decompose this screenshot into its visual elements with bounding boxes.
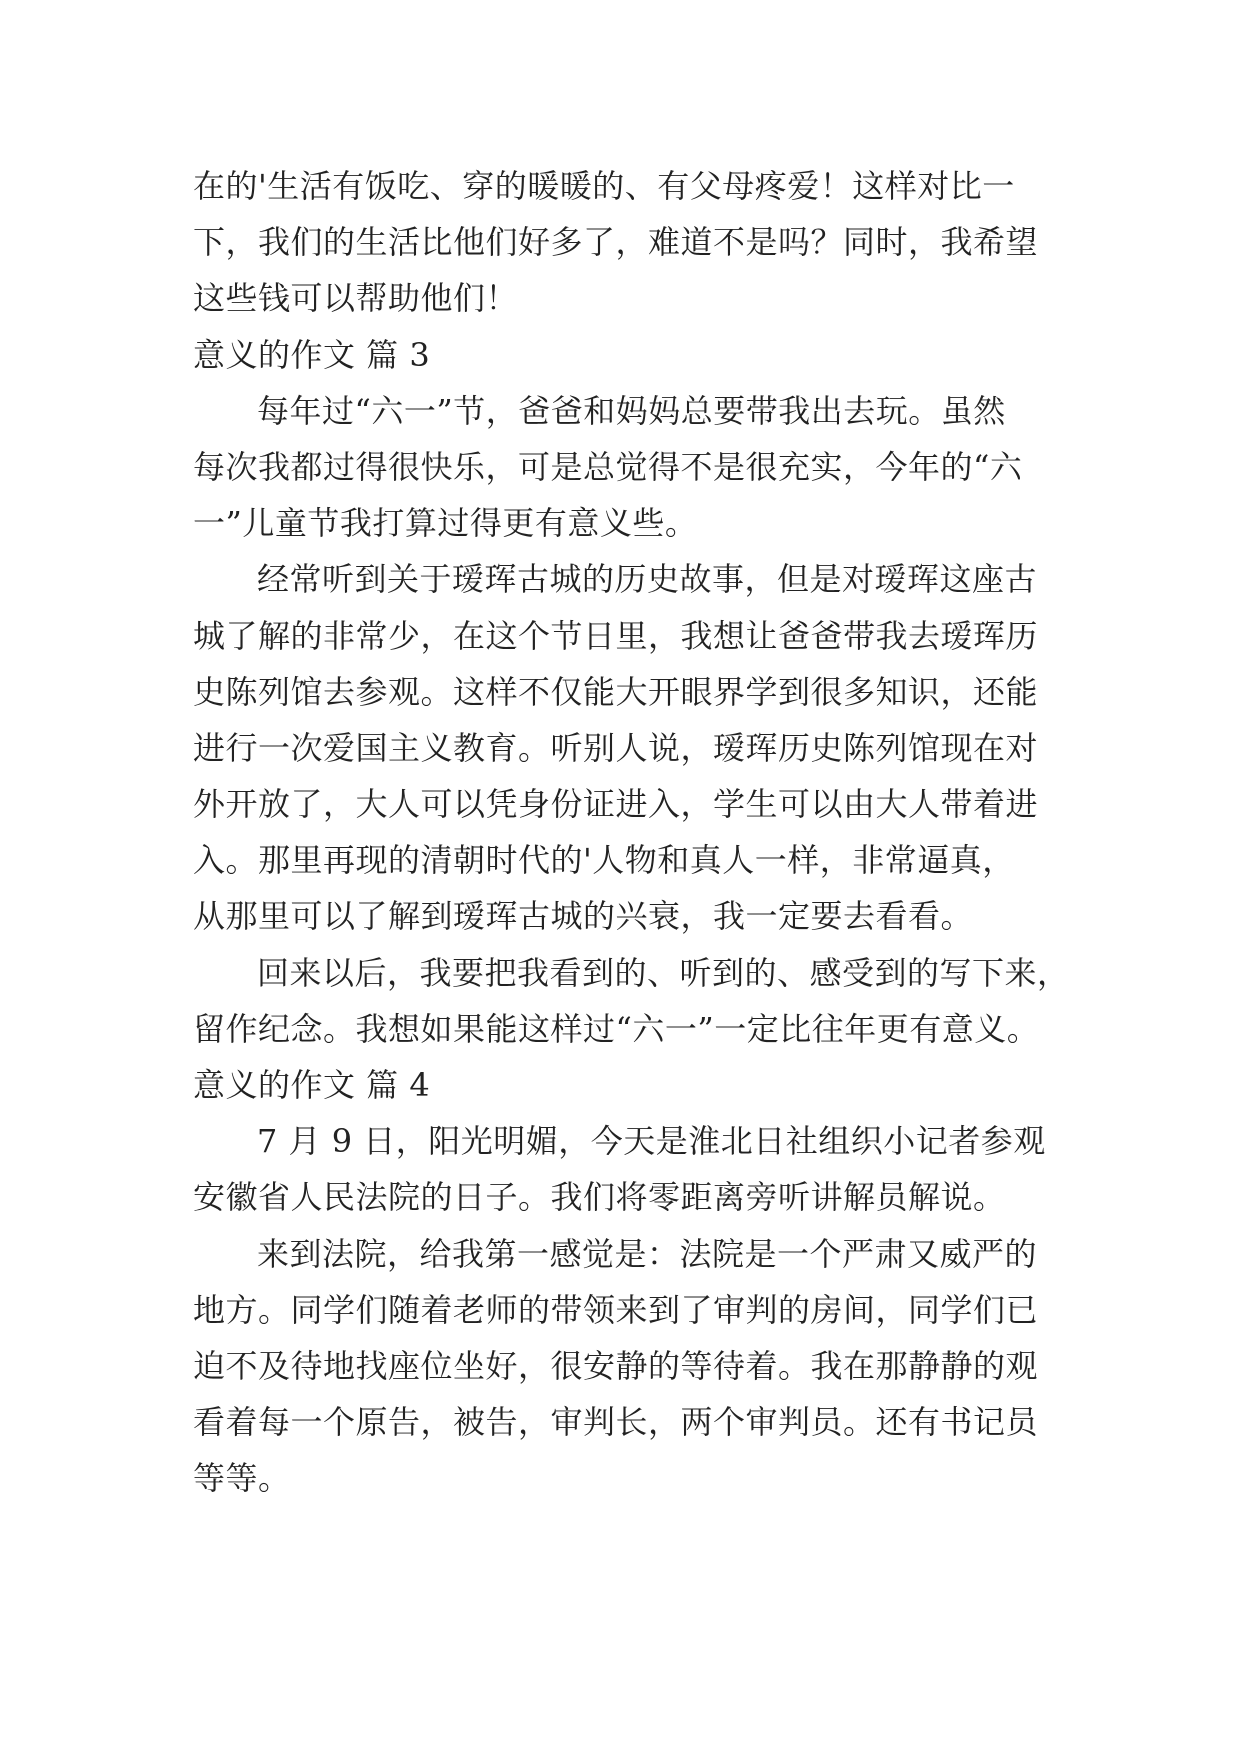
section-heading: 意义的作文 篇 3 xyxy=(193,335,431,374)
text-line: 来到法院，给我第一感觉是：法院是一个严肃又威严的 xyxy=(257,1234,1038,1273)
text-line: 留作纪念。我想如果能这样过“六一”一定比往年更有意义。 xyxy=(193,1009,1040,1048)
text-line: 下，我们的生活比他们好多了，难道不是吗？同时，我希望 xyxy=(193,223,1039,262)
text-line: 7 月 9 日，阳光明媚，今天是淮北日社组织小记者参观 xyxy=(257,1122,1046,1161)
document-page xyxy=(193,158,1070,1507)
text-line: 城了解的非常少，在这个节日里，我想让爸爸带我去瑷珲历 xyxy=(193,616,1039,655)
text-line: 每年过“六一”节，爸爸和妈妈总要带我出去玩。虽然 xyxy=(257,391,1006,430)
text-line: 一”儿童节我打算过得更有意义些。 xyxy=(193,504,698,543)
text-line: 回来以后，我要把我看到的、听到的、感受到的写下来， xyxy=(257,953,1070,992)
text-line: 从那里可以了解到瑷珲古城的兴衰，我一定要去看看。 xyxy=(193,897,974,936)
text-line: 史陈列馆去参观。这样不仅能大开眼界学到很多知识，还能 xyxy=(193,672,1039,711)
section-heading: 意义的作文 篇 4 xyxy=(193,1066,431,1104)
text-line: 等等。 xyxy=(193,1459,291,1498)
text-line: 迫不及待地找座位坐好，很安静的等待着。我在那静静的观 xyxy=(193,1346,1039,1385)
text-line: 入。那里再现的清朝时代的'人物和真人一样，非常逼真， xyxy=(193,841,1015,880)
text-line: 地方。同学们随着老师的带领来到了审判的房间，同学们已 xyxy=(193,1290,1039,1329)
text-line: 在的'生活有饭吃、穿的暖暖的、有父母疼爱！这样对比一 xyxy=(193,167,1015,205)
text-line: 看着每一个原告，被告，审判长，两个审判员。还有书记员 xyxy=(193,1403,1039,1442)
text-line: 外开放了，大人可以凭身份证进入，学生可以由大人带着进 xyxy=(193,785,1039,824)
text-line: 经常听到关于瑷珲古城的历史故事，但是对瑷珲这座古 xyxy=(257,560,1038,599)
text-line: 安徽省人民法院的日子。我们将零距离旁听讲解员解说。 xyxy=(193,1178,1006,1217)
text-line: 每次我都过得很快乐，可是总觉得不是很充实，今年的“六 xyxy=(193,447,1023,486)
text-line: 进行一次爱国主义教育。听别人说，瑷珲历史陈列馆现在对 xyxy=(193,728,1039,767)
text-line: 这些钱可以帮助他们！ xyxy=(193,279,519,318)
